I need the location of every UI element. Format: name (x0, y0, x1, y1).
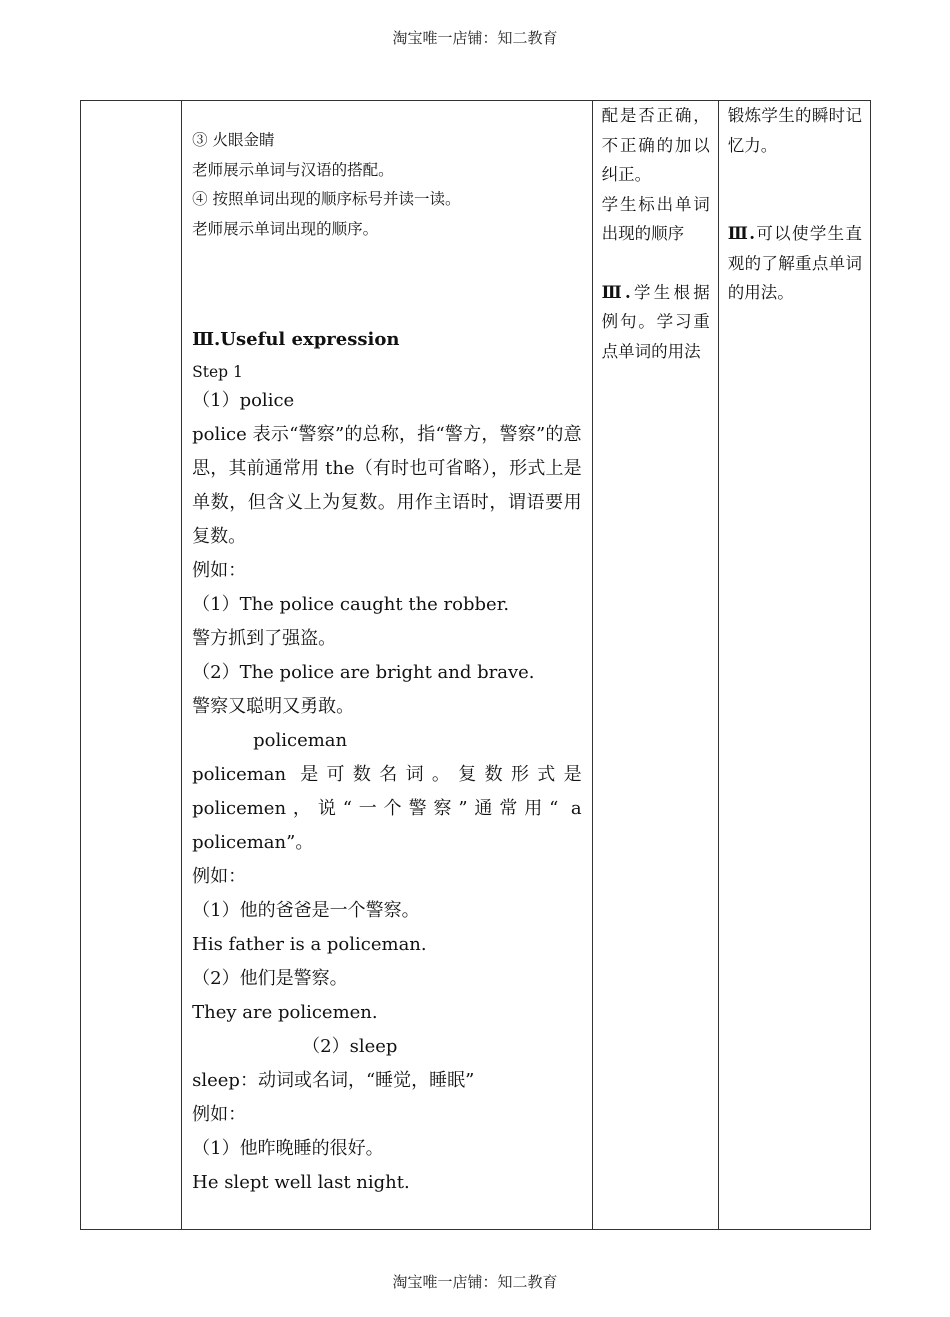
example-translation-en: He slept well last night. (192, 1172, 410, 1193)
example-sentence-cn: （1）他昨晚睡的很好。 (192, 1138, 384, 1159)
section-marker: Ⅲ. (727, 224, 755, 243)
word-title-police: （1）police (192, 390, 295, 411)
section-marker: Ⅲ. (601, 282, 631, 302)
word-title-sleep: （2）sleep (302, 1036, 398, 1057)
design-intent-text (728, 219, 862, 308)
example-translation-en: They are policemen. (192, 1002, 378, 1023)
teaching-content-cell (182, 101, 593, 1230)
lesson-table (80, 100, 871, 1230)
example-translation-cn: 警方抓到了强盗。 (192, 628, 337, 649)
word-description-policeman: policeman 是可数名词。复数形式是 policemen，说“一个警察”通常用“ a policeman”。 (192, 764, 582, 853)
student-activity-text (602, 278, 710, 367)
example-label: 例如： (192, 1104, 247, 1125)
example-translation-en: His father is a policeman. (192, 934, 427, 955)
word-description-sleep: sleep：动词或名词，“睡觉，睡眠” (192, 1070, 475, 1091)
student-activity-detail: 学生根据例句。学习重点单词的用法 (601, 282, 710, 361)
table-row (81, 101, 871, 1230)
example-sentence-cn: （1）他的爸爸是一个警察。 (192, 900, 420, 921)
page-footer: 淘宝唯一店铺：知二教育 (392, 1273, 558, 1291)
example-sentence-en: （1）The police caught the robber. (192, 594, 510, 615)
student-activity-text: 学生标出单词出现的顺序 (601, 194, 710, 243)
activity-title: ④ 按照单词出现的顺序标号并读一读。 (192, 190, 461, 208)
design-intent-detail: 可以使学生直观的了解重点单词的用法。 (727, 224, 863, 302)
example-label: 例如： (192, 866, 247, 887)
example-sentence-en: （2）The police are bright and brave. (192, 662, 535, 683)
student-activity-text: 配是否正确，不正确的加以纠正。 (601, 106, 710, 184)
word-description-police: police 表示“警察”的总称，指“警方，警察”的意思，其前通常用 the（有时也可省略），形式上是单数，但含义上为复数。用作主语时，谓语要用复数。 (192, 424, 582, 547)
stage-cell (81, 101, 182, 1230)
example-translation-cn: 警察又聪明又勇敢。 (192, 696, 355, 717)
design-intent-cell (718, 101, 870, 1230)
student-activity-cell (592, 101, 718, 1230)
example-sentence-cn: （2）他们是警察。 (192, 968, 348, 989)
activity-title: ③ 火眼金睛 (192, 131, 275, 149)
example-label: 例如： (192, 560, 247, 581)
word-title-policeman: policeman (253, 730, 348, 751)
step-label: Step 1 (192, 363, 243, 381)
activity-note: 老师展示单词与汉语的搭配。 (192, 160, 394, 179)
page-header: 淘宝唯一店铺：知二教育 (392, 29, 558, 47)
section-heading: Ⅲ.Useful expression (192, 329, 400, 350)
activity-note: 老师展示单词出现的顺序。 (192, 219, 379, 238)
design-intent-text: 锻炼学生的瞬时记忆力。 (727, 106, 862, 155)
